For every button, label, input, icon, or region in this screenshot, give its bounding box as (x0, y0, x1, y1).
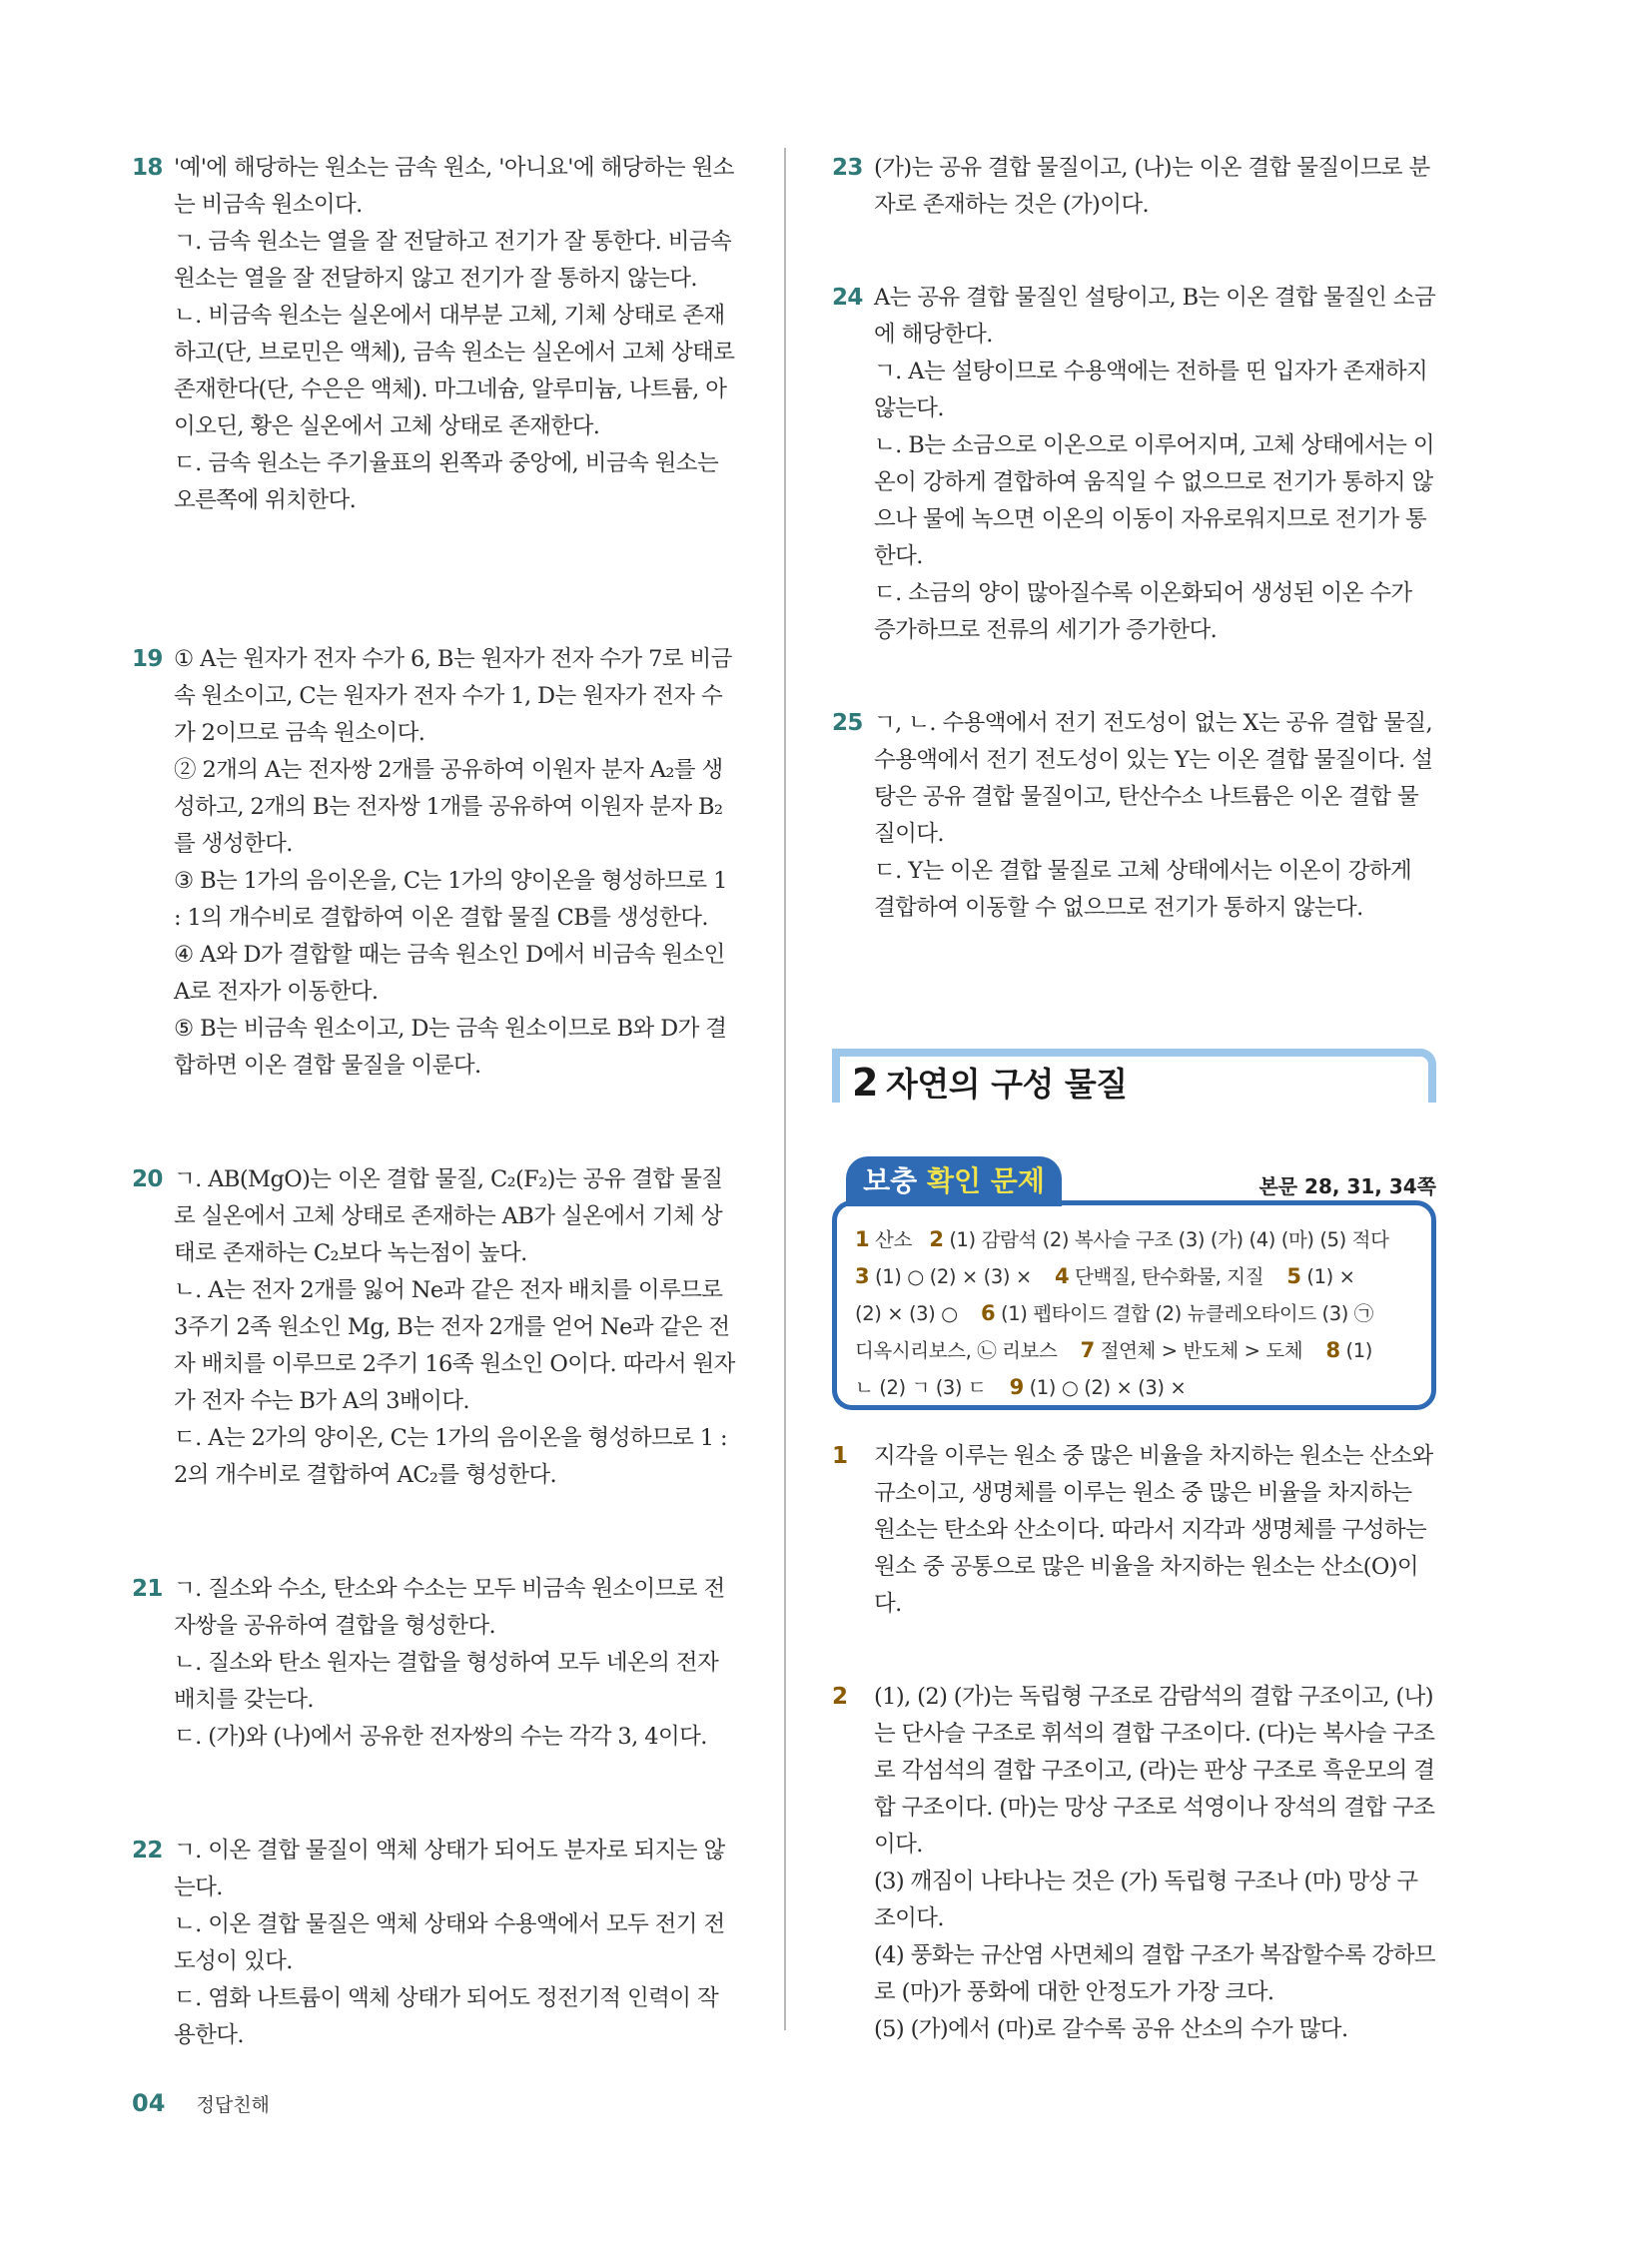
check-key: 9 (1009, 1375, 1024, 1399)
question-number: 18 (132, 155, 163, 181)
answer-line: (5) (가)에서 (마)로 갈수록 공유 산소의 수가 많다. (874, 2016, 1348, 2042)
answer-line: ㄴ. A는 전자 2개를 잃어 Ne과 같은 전자 배치를 이루므로 3주기 2족 원소인 Mg, B는 전자 2개를 얻어 Ne과 같은 전자 배치를 이루므로 2주기 16족 원소인 O이다. 따라서 원자가 전자 수는 B가 A의 3배이다. (174, 1277, 735, 1414)
section-title (852, 1059, 1128, 1106)
answer-line: ㄷ. Y는 이온 결합 물질로 고체 상태에서는 이온이 강하게 결합하여 이동할 수 없으므로 전기가 통하지 않는다. (874, 858, 1412, 921)
check-tab-prefix: 보충 (863, 1164, 918, 1197)
answer-2-2 (832, 1679, 1436, 2048)
answer-24 (832, 280, 1436, 649)
question-number: 24 (832, 285, 863, 311)
check-answer: (1) (1345, 1339, 1372, 1362)
question-number: 21 (132, 1576, 163, 1602)
answer-line: (4) 풍화는 규산염 사면체의 결합 구조가 복잡할수록 강하므로 (마)가 풍화에 대한 안정도가 가장 크다. (874, 1942, 1436, 2005)
check-answer: (1) × (1306, 1265, 1355, 1288)
check-key: 8 (1325, 1338, 1340, 1362)
answer-line: A는 공유 결합 물질인 설탕이고, B는 이온 결합 물질인 소금에 해당한다. (874, 285, 1436, 348)
check-row (855, 1332, 1415, 1369)
answer-line: ㄱ. AB(MgO)는 이온 결합 물질, C₂(F₂)는 공유 결합 물질로 실온에서 고체 상태로 존재하는 AB가 실온에서 기체 상태로 존재하는 C₂보다 녹는점이 높다. (174, 1166, 723, 1266)
answer-line: '예'에 해당하는 원소는 금속 원소, '아니요'에 해당하는 원소는 비금속 원소이다. (174, 155, 734, 218)
answer-line: (3) 깨짐이 나타나는 것은 (가) 독립형 구조나 (마) 망상 구조이다. (874, 1868, 1418, 1931)
answer-line: (1), (2) (가)는 독립형 구조로 감람석의 결합 구조이고, (나)는 단사슬 구조로 휘석의 결합 구조이다. (다)는 복사슬 구조로 각섬석의 결합 구조이고, (라)는 판상 구조로 흑운모의 결합 구조이다. (마)는 망상 구조로 석영이나 장석의 결합 구조이다. (874, 1684, 1435, 1858)
check-key: 2 (929, 1227, 944, 1251)
answer-line: ㄷ. (가)와 (나)에서 공유한 전자쌍의 수는 각각 3, 4이다. (174, 1724, 707, 1750)
answer-21 (132, 1571, 736, 1756)
page-reference: 본문 28, 31, 34쪽 (1258, 1174, 1436, 1198)
answer-line: ① A는 원자가 전자 수가 6, B는 원자가 전자 수가 7로 비금속 원소이고, C는 원자가 전자 수가 1, D는 원자가 전자 수가 2이므로 금속 원소이다. (174, 646, 732, 746)
check-answer: 디옥시리보스, ㉡ 리보스 (855, 1339, 1058, 1362)
answer-line: ㄴ. B는 소금으로 이온으로 이루어지며, 고체 상태에서는 이온이 강하게 결합하여 움직일 수 없으므로 전기가 통하지 않으나 물에 녹으면 이온의 이동이 자유로워지므로 전기가 통한다. (874, 432, 1435, 569)
answer-line: ㄴ. 질소와 탄소 원자는 결합을 형성하여 모두 네온의 전자 배치를 갖는다. (174, 1650, 719, 1713)
check-row (855, 1221, 1415, 1258)
answer-line: ⑤ B는 비금속 원소이고, D는 금속 원소이므로 B와 D가 결합하면 이온 결합 물질을 이룬다. (174, 1016, 727, 1079)
check-row (855, 1258, 1415, 1295)
check-answer: 단백질, 탄수화물, 지질 (1075, 1265, 1264, 1288)
check-row (855, 1295, 1415, 1332)
book-title: 정답친해 (196, 2094, 270, 2116)
section-header (832, 1049, 1436, 1107)
answer-2-1 (832, 1438, 1436, 1623)
answer-line: ㄱ. 질소와 수소, 탄소와 수소는 모두 비금속 원소이므로 전자쌍을 공유하여 결합을 형성한다. (174, 1576, 725, 1639)
check-key: 4 (1055, 1264, 1070, 1288)
check-key: 5 (1286, 1264, 1301, 1288)
answer-line: ④ A와 D가 결합할 때는 금속 원소인 D에서 비금속 원소인 A로 전자가 이동한다. (174, 942, 725, 1005)
check-answer: (1) 펩타이드 결합 (2) 뉴클레오타이드 (3) ㉠ (1001, 1302, 1373, 1325)
check-key: 7 (1080, 1338, 1095, 1362)
answer-20 (132, 1161, 736, 1494)
check-tab-highlight: 확인 문제 (926, 1164, 1045, 1197)
section-number: 2 (852, 1061, 878, 1105)
page-footer (132, 2089, 270, 2117)
check-answer: (1) 감람석 (2) 복사슬 구조 (3) (가) (4) (마) (5) 적다 (949, 1228, 1389, 1251)
question-number: 23 (832, 155, 863, 181)
check-answer: (2) × (3) ○ (855, 1302, 958, 1325)
question-number: 22 (132, 1838, 163, 1864)
answer-line: ㄷ. 염화 나트륨이 액체 상태가 되어도 정전기적 인력이 작용한다. (174, 1985, 719, 2048)
question-number: 25 (832, 710, 863, 736)
answer-line: ㄱ, ㄴ. 수용액에서 전기 전도성이 없는 X는 공유 결합 물질, 수용액에서 전기 전도성이 있는 Y는 이온 결합 물질이다. 설탕은 공유 결합 물질이고, 탄산수소 나트륨은 이온 결합 물질이다. (874, 710, 1433, 847)
answer-line: ㄷ. A는 2가의 양이온, C는 1가의 음이온을 형성하므로 1 : 2의 개수비로 결합하여 AC₂를 형성한다. (174, 1425, 728, 1488)
answer-19 (132, 641, 736, 1085)
answer-line: ㄴ. 이온 결합 물질은 액체 상태와 수용액에서 모두 전기 전도성이 있다. (174, 1911, 725, 1974)
check-key: 1 (855, 1227, 870, 1251)
answer-line: ㄴ. 비금속 원소는 실온에서 대부분 고체, 기체 상태로 존재하고(단, 브로민은 액체), 금속 원소는 실온에서 고체 상태로 존재한다(단, 수은은 액체). 마그네슘, 알루미늄, 나트륨, 아이오딘, 황은 실온에서 고체 상태로 존재한다. (174, 303, 735, 439)
answer-line: ㄷ. 소금의 양이 많아질수록 이온화되어 생성된 이온 수가 증가하므로 전류의 세기가 증가한다. (874, 580, 1412, 643)
check-answer: (1) ○ (2) × (3) × (875, 1265, 1032, 1288)
check-key: 3 (855, 1264, 870, 1288)
question-number: 20 (132, 1166, 163, 1192)
right-column (832, 150, 1436, 2048)
check-answer: ㄴ (2) ㄱ (3) ㄷ (855, 1376, 987, 1399)
answer-line: ③ B는 1가의 음이온을, C는 1가의 양이온을 형성하므로 1 : 1의 개수비로 결합하여 이온 결합 물질 CB를 생성한다. (174, 868, 727, 931)
answer-line: (가)는 공유 결합 물질이고, (나)는 이온 결합 물질이므로 분자로 존재하는 것은 (가)이다. (874, 155, 1430, 218)
question-number: 1 (832, 1443, 848, 1469)
answer-25 (832, 705, 1436, 927)
left-column (132, 150, 736, 2054)
answer-23 (832, 150, 1436, 224)
section-header-accent (832, 1049, 840, 1103)
column-divider (784, 148, 786, 2030)
section-title-text: 자연의 구성 물질 (885, 1065, 1128, 1104)
answer-line: ② 2개의 A는 전자쌍 2개를 공유하여 이원자 분자 A₂를 생성하고, 2개의 B는 전자쌍 1개를 공유하여 이원자 분자 B₂를 생성한다. (174, 757, 723, 857)
answer-line: 지각을 이루는 원소 중 많은 비율을 차지하는 원소는 산소와 규소이고, 생명체를 이루는 원소 중 많은 비율을 차지하는 원소는 탄소와 산소이다. 따라서 지각과 생명체를 구성하는 원소 중 공통으로 많은 비율을 차지하는 원소는 산소(O)이다. (874, 1443, 1433, 1617)
question-number: 19 (132, 646, 163, 672)
page-number: 04 (132, 2089, 166, 2117)
answer-line: ㄱ. 금속 원소는 열을 잘 전달하고 전기가 잘 통한다. 비금속 원소는 열을 잘 전달하지 않고 전기가 잘 통하지 않는다. (174, 229, 732, 292)
answer-22 (132, 1833, 736, 2054)
check-answers (832, 1200, 1436, 1410)
check-tab (846, 1156, 1062, 1206)
check-key: 6 (981, 1301, 996, 1325)
check-answer: 산소 (875, 1228, 912, 1251)
check-answer: 절연체 > 반도체 > 도체 (1100, 1339, 1303, 1362)
answer-line: ㄷ. 금속 원소는 주기율표의 왼쪽과 중앙에, 비금속 원소는 오른쪽에 위치한다. (174, 450, 719, 513)
question-number: 2 (832, 1684, 848, 1710)
check-row (855, 1369, 1415, 1406)
answer-line: ㄱ. 이온 결합 물질이 액체 상태가 되어도 분자로 되지는 않는다. (174, 1838, 725, 1900)
check-answer: (1) ○ (2) × (3) × (1029, 1376, 1187, 1399)
check-questions-box (832, 1156, 1436, 1416)
answer-18 (132, 150, 736, 519)
answer-line: ㄱ. A는 설탕이므로 수용액에는 전하를 띤 입자가 존재하지 않는다. (874, 359, 1428, 421)
